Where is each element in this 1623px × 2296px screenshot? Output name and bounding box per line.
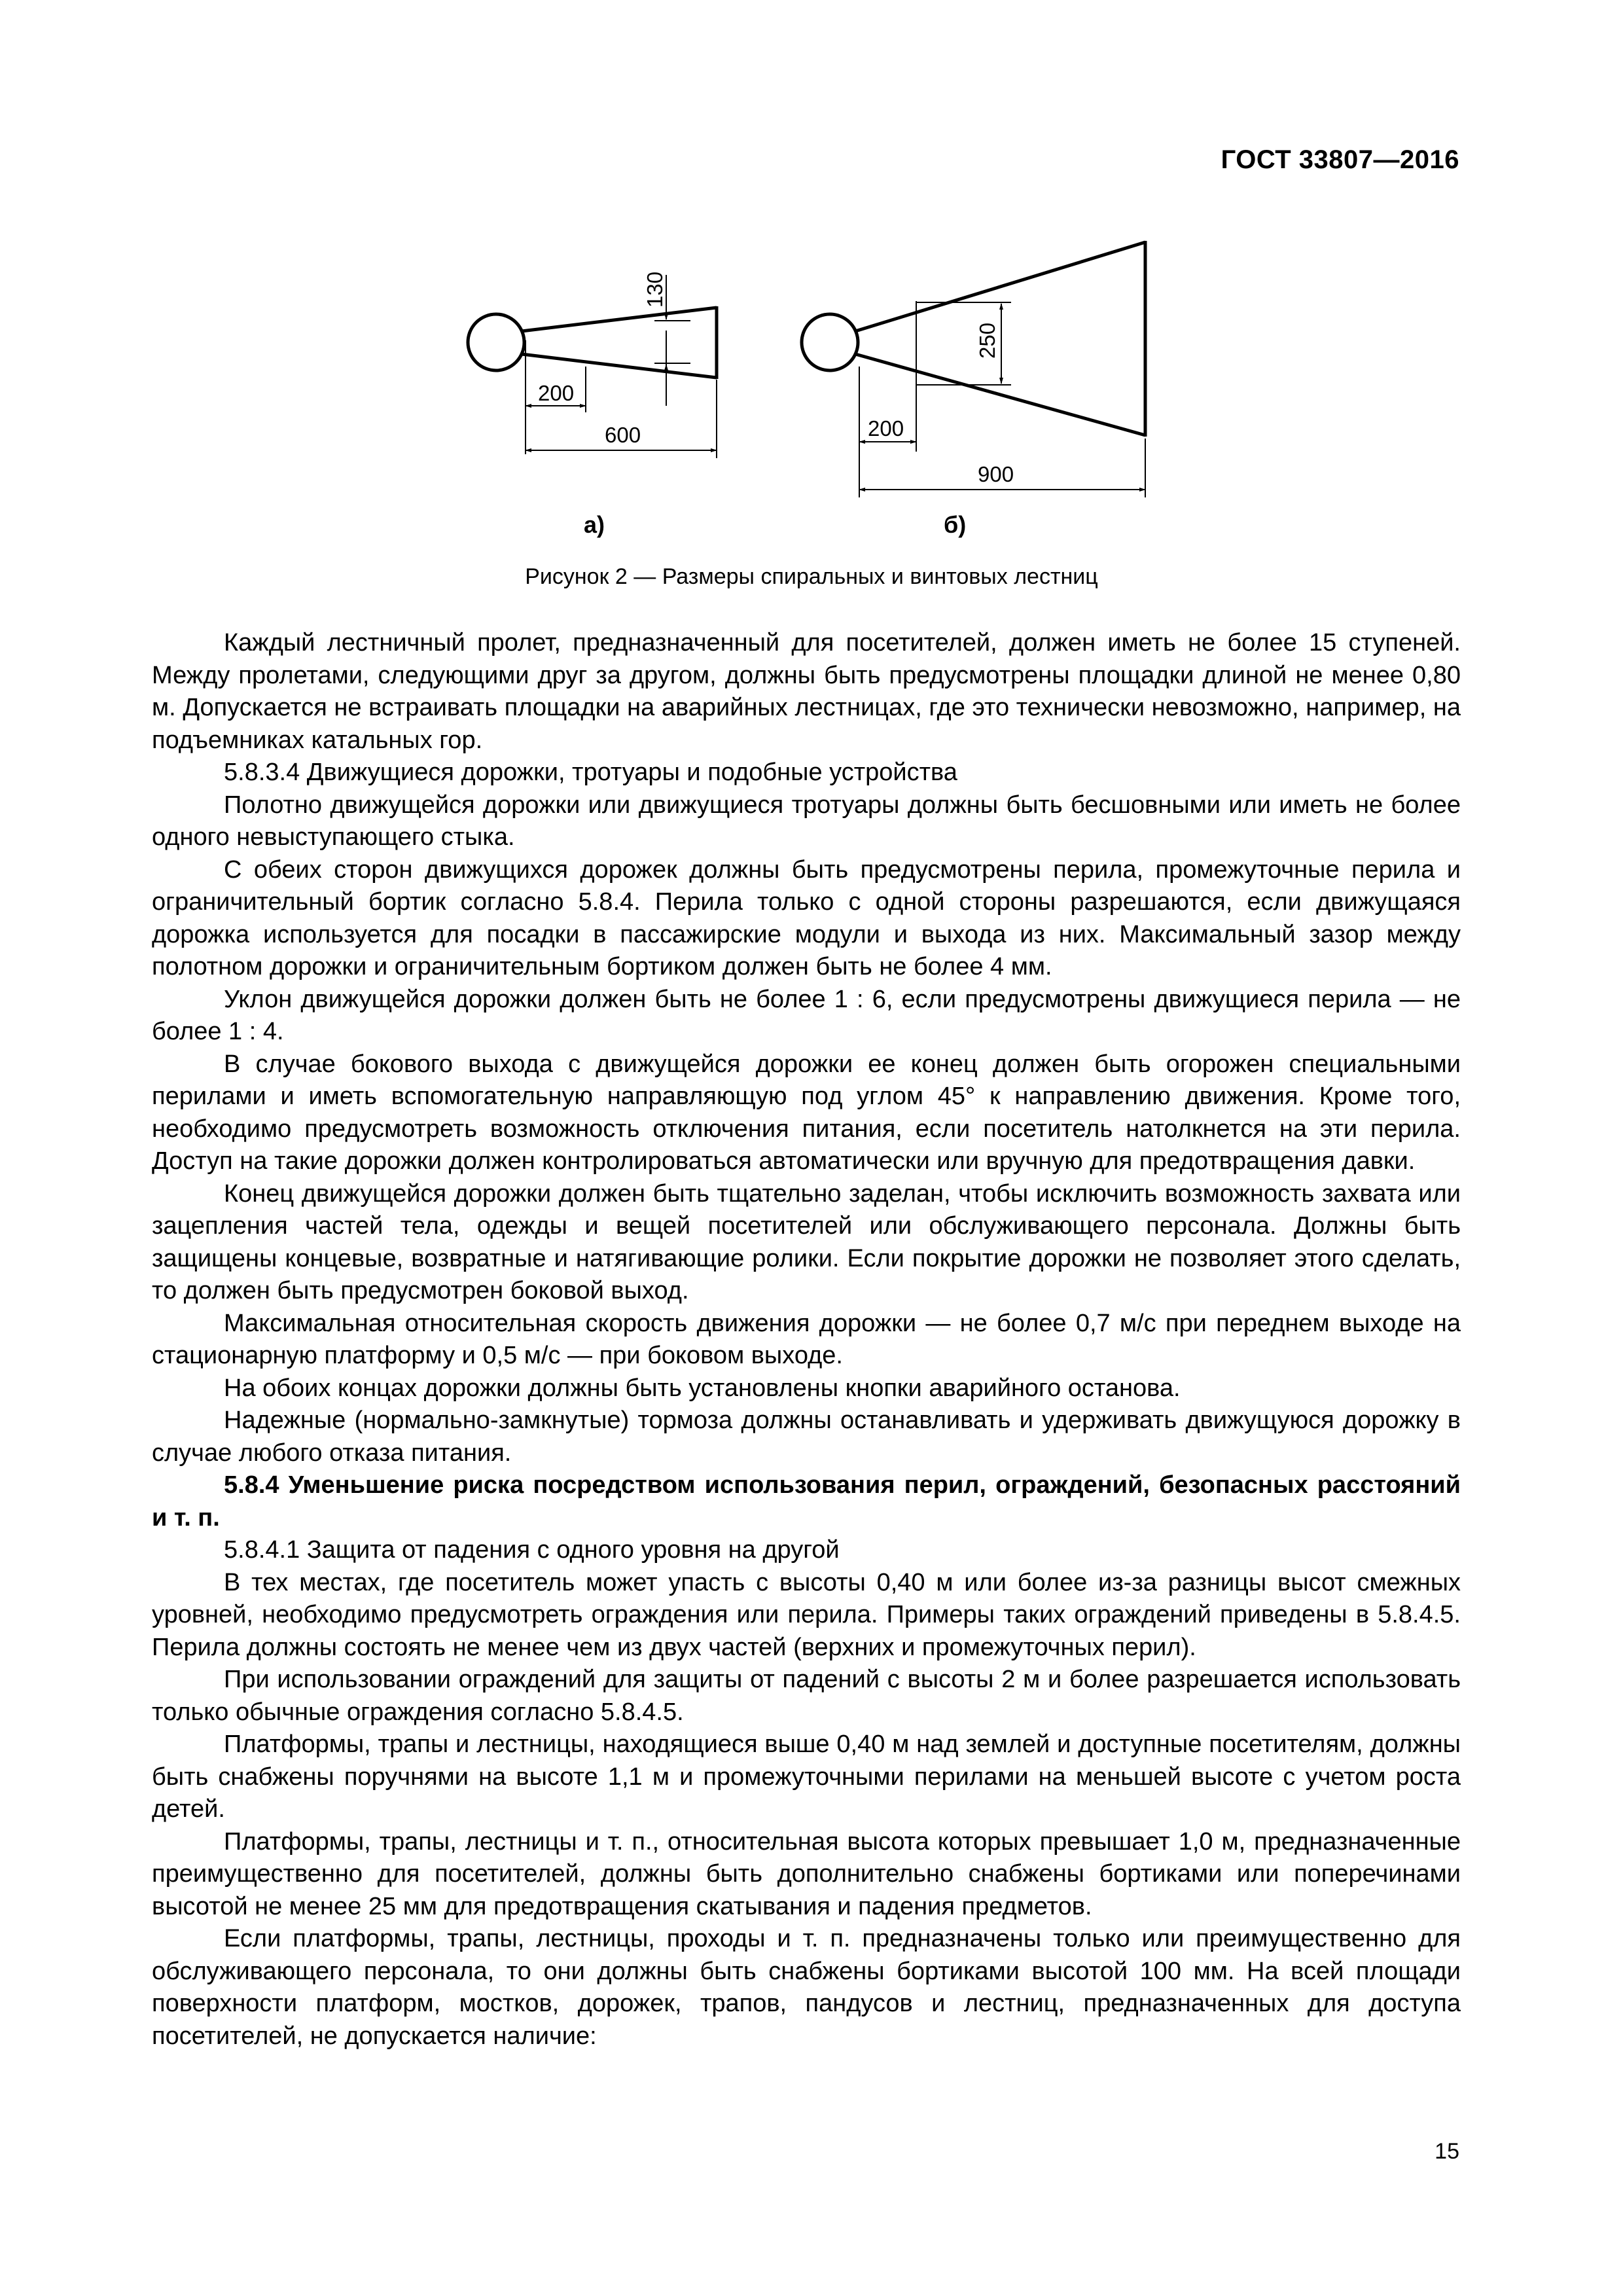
dim-600-a: 600 bbox=[605, 423, 641, 447]
paragraph: Уклон движущейся дорожки должен быть не более 1 : 6, если предусмотрены движущиеся перила — не более 1 : 4. bbox=[152, 985, 1461, 1045]
figure-caption: Рисунок 2 — Размеры спиральных и винтовых лестниц bbox=[525, 564, 1098, 589]
paragraph: Максимальная относительная скорость движения дорожки — не более 0,7 м/с при переднем выходе на стационарную платформу и 0,5 м/с — при боковом выходе. bbox=[152, 1309, 1461, 1369]
paragraph: Платформы, трапы и лестницы, находящиеся выше 0,40 м над землей и доступные посетителям, должны быть снабжены поручнями на высоте 1,1 м и промежуточными перилами на меньшей высоте с учетом роста детей. bbox=[152, 1731, 1461, 1823]
paragraph: С обеих сторон движущихся дорожек должны быть предусмотрены перила, промежуточные перила и ограничительный бортик согласно 5.8.4. Перила только с одной стороны разрешаются, если движущаяся дорожка используется для посадки в пассажирские модули и выхода из них. Максимальный зазор между полотном дорожки и ограничительным бортиком должен быть не более 4 мм. bbox=[152, 855, 1461, 980]
dim-200-a: 200 bbox=[538, 381, 575, 405]
column-circle-a bbox=[468, 314, 524, 370]
paragraph: При использовании ограждений для защиты от падений с высоты 2 м и более разрешается использовать только обычные ограждения согласно 5.8.4.5. bbox=[152, 1666, 1461, 1726]
paragraph: Конец движущейся дорожки должен быть тщательно заделан, чтобы исключить возможность захвата или зацепления частей тела, одежды и вещей посетителей или обслуживающего персонала. Должны быть защищены концевые, возвратные и натягивающие ролики. Если покрытие дорожки не позволяет этого сделать, то должен быть предусмотрен боковой выход. bbox=[152, 1179, 1461, 1304]
diagram-a bbox=[468, 272, 717, 538]
page-number: 15 bbox=[1435, 2139, 1459, 2164]
paragraph: Надежные (нормально-замкнутые) тормоза должны останавливать и удерживать движущуюся дорожку в случае любого отказа питания. bbox=[152, 1407, 1461, 1467]
step-edge-top-b bbox=[855, 242, 1145, 331]
panel-a-label: а) bbox=[584, 511, 605, 538]
column-circle-b bbox=[802, 314, 858, 370]
dim-900-b: 900 bbox=[978, 462, 1014, 486]
stairs-diagram bbox=[0, 0, 1623, 589]
dim-250-b: 250 bbox=[975, 322, 999, 359]
dim-200-b: 200 bbox=[868, 416, 904, 440]
paragraph: Платформы, трапы, лестницы и т. п., относительная высота которых превышает 1,0 м, предназначенные преимущественно для посетителей, должны быть дополнительно снабжены бортиками или поперечинами высотой не менее 25 мм для предотвращения скатывания и падения предметов. bbox=[152, 1827, 1461, 1920]
step-edge-top-a bbox=[522, 308, 717, 331]
step-edge-bottom-a bbox=[522, 354, 717, 378]
figure-spiral-stairs bbox=[0, 0, 1623, 589]
section-heading-bold: 5.8.4 Уменьшение риска посредством использования перил, ограждений, безопасных расстояний и т. п. bbox=[152, 1471, 1461, 1532]
paragraph: Каждый лестничный пролет, предназначенный для посетителей, должен иметь не более 15 ступеней. Между пролетами, следующими друг за другом, должны быть предусмотрены площадки длиной не менее 0,80 м. Допускается не встраивать площадки на аварийных лестницах, где это технически невозможно, например, на подъемниках катальных гор. bbox=[152, 629, 1461, 754]
panel-b-label: б) bbox=[944, 511, 967, 538]
paragraph: На обоих концах дорожки должны быть установлены кнопки аварийного останова. bbox=[224, 1374, 1181, 1402]
diagram-b bbox=[802, 241, 1145, 538]
section-heading: 5.8.4.1 Защита от падения с одного уровня на другой bbox=[224, 1536, 840, 1564]
dim-130-a: 130 bbox=[643, 271, 667, 308]
paragraph: Если платформы, трапы, лестницы, проходы и т. п. предназначены только или преимущественно для обслуживающего персонала, то они должны быть снабжены бортиками высотой 100 мм. На всей площади поверхности платформ, мостков, дорожек, трапов, пандусов и лестниц, предназначенных для доступа посетителей, не допускается наличие: bbox=[152, 1925, 1461, 2050]
body-text bbox=[152, 627, 1461, 2053]
paragraph: В случае бокового выхода с движущейся дорожки ее конец должен быть огорожен специальными перилами и иметь вспомогательную направляющую под углом 45° к направлению движения. Кроме того, необходимо предусмотреть возможность отключения питания, если посетитель натолкнется на эти перила. Доступ на такие дорожки должен контролироваться автоматически или вручную для предотвращения давки. bbox=[152, 1050, 1461, 1175]
paragraph: В тех местах, где посетитель может упасть с высоты 0,40 м или более из-за разницы высот смежных уровней, необходимо предусмотреть ограждения или перила. Примеры таких ограждений приведены в 5.8.4.5. Перила должны состоять не менее чем из двух частей (верхних и промежуточных перил). bbox=[152, 1568, 1461, 1661]
document-header: ГОСТ 33807—2016 bbox=[1221, 145, 1459, 174]
section-heading: 5.8.3.4 Движущиеся дорожки, тротуары и подобные устройства bbox=[224, 759, 957, 786]
paragraph: Полотно движущейся дорожки или движущиеся тротуары должны быть бесшовными или иметь не более одного невыступающего стыка. bbox=[152, 791, 1461, 851]
